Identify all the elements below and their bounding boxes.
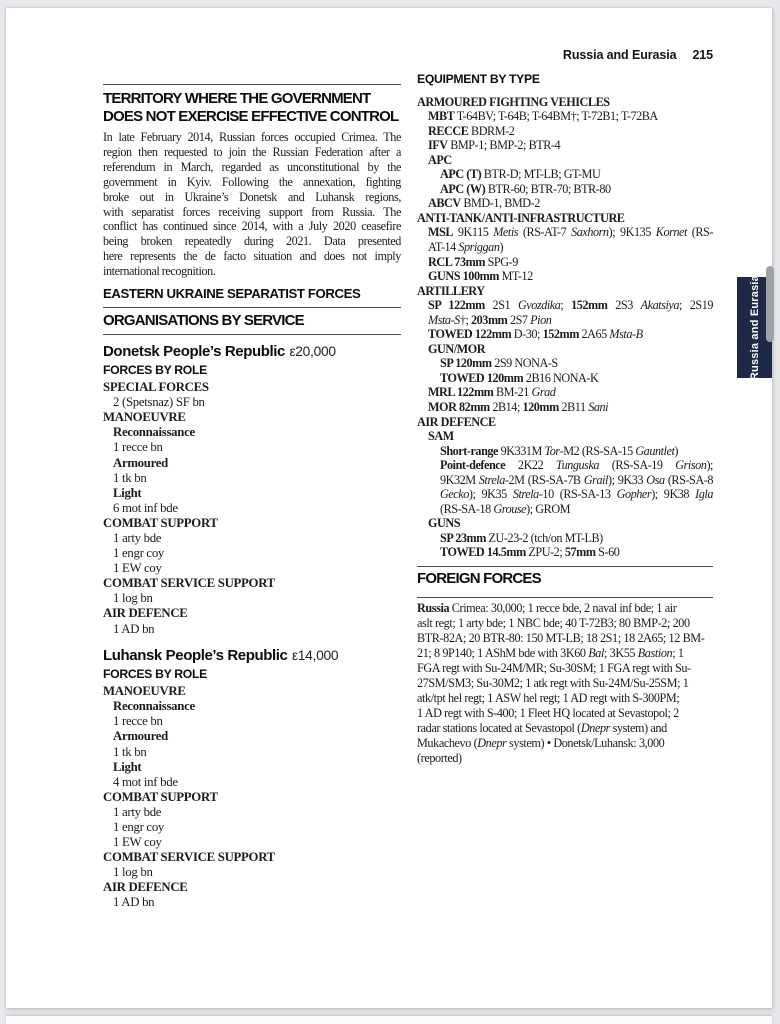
text-segment: 1 tk bn <box>113 470 147 485</box>
text-segment: SAM <box>428 429 454 444</box>
text-line <box>417 516 713 531</box>
foreign-forces-heading: FOREIGN FORCES <box>417 570 541 587</box>
text-segment: MOR 82mm <box>428 399 490 414</box>
text-segment: 2 (Spetsnaz) SF bn <box>113 395 205 410</box>
luhansk-section <box>103 647 401 911</box>
text-line <box>417 502 713 517</box>
text-segment: 152mm <box>542 327 579 342</box>
text-line <box>103 561 401 576</box>
text-line <box>103 591 401 606</box>
text-line <box>417 531 713 546</box>
text-line <box>417 269 713 284</box>
text-segment: APC (T) <box>440 167 482 182</box>
forces-by-role-list <box>103 684 401 910</box>
text-segment: Grouse <box>493 501 527 516</box>
next-page-edge <box>6 1016 772 1024</box>
text-line <box>417 691 713 706</box>
text-segment: atk/tpt hel regt; 1 ASW hel regt; 1 AD regt with S-300PM; <box>417 690 680 705</box>
text-segment: 1 recce bn <box>113 440 163 455</box>
text-segment: Reconnaissance <box>113 699 195 714</box>
text-line <box>417 284 713 299</box>
text-segment: Tor <box>544 443 560 458</box>
text-segment: 6 mot inf bde <box>113 500 178 515</box>
text-segment: Tunguska <box>555 458 600 473</box>
text-segment: ); 9K135 <box>608 225 656 240</box>
text-segment: BMP-1; BMP-2; BTR-4 <box>447 138 561 153</box>
text-line <box>103 108 401 126</box>
text-segment: ZU-23-2 (tch/on MT-LB) <box>485 530 603 545</box>
text-segment: APC (W) <box>440 181 486 196</box>
text-line <box>417 415 713 430</box>
text-segment: BTR-82A; 20 BTR-80: 150 MT-LB; 18 2S1; 18 2A65; 12 BM- <box>417 630 705 645</box>
text-line <box>417 109 713 124</box>
text-line <box>417 385 713 400</box>
text-segment: BM-21 <box>493 385 532 400</box>
text-segment: ; 3K55 <box>604 645 638 660</box>
text-line <box>417 327 713 342</box>
text-segment: Dnepr <box>477 735 507 750</box>
text-line <box>103 531 401 546</box>
organisations-heading-block <box>103 307 401 335</box>
text-segment: Osa <box>646 472 665 487</box>
text-line <box>103 395 401 410</box>
text-segment: TOWED 120mm <box>440 370 524 385</box>
text-segment: 1 arty bde <box>113 531 162 545</box>
text-segment: -M2 (RS-SA-15 <box>559 443 636 458</box>
text-segment: SP 23mm <box>440 530 486 545</box>
text-segment: GUNS <box>428 516 461 531</box>
text-segment: Mukachevo ( <box>417 735 478 750</box>
text-segment: Gopher <box>616 487 652 502</box>
text-segment: 1 recce bn <box>113 714 163 729</box>
text-segment: ; 2S19 <box>679 298 713 313</box>
text-segment: Russia <box>417 600 450 615</box>
text-segment: SPG-9 <box>485 254 518 269</box>
text-segment: being broken repeatedly during 2021. Data presented <box>103 234 401 249</box>
text-segment: 1 arty bde <box>113 804 162 819</box>
forces-by-role-label: FORCES BY ROLE <box>103 666 207 681</box>
text-segment: BTR-D; MT-LB; GT-MU <box>481 167 601 182</box>
text-segment: RCL 73mm <box>428 254 485 269</box>
text-line <box>417 487 713 502</box>
text-segment: ABCV <box>428 196 461 211</box>
text-line <box>103 820 401 835</box>
text-segment: MRL 122mm <box>428 385 494 400</box>
text-segment: ); <box>706 458 713 473</box>
text-segment: Armoured <box>113 455 168 470</box>
text-segment: -10 (RS-SA-13 <box>538 487 617 502</box>
text-segment: COMBAT SUPPORT <box>103 789 218 804</box>
text-segment: ); 9K33 <box>608 472 647 487</box>
text-line <box>103 264 401 279</box>
text-segment: Gecko <box>440 487 469 502</box>
text-line <box>417 444 713 459</box>
text-segment: Point-defence <box>440 458 506 473</box>
text-segment: (RS-AT-7 <box>518 225 572 240</box>
text-segment: BTR-60; BTR-70; BTR-80 <box>485 181 611 196</box>
text-segment: †; <box>459 312 472 327</box>
text-segment: Spriggan <box>458 239 500 254</box>
text-segment: FGA regt with Su-24M/MR; Su-30SM; 1 FGA regt with Su- <box>417 660 691 675</box>
text-line <box>103 699 401 714</box>
text-line <box>417 616 713 631</box>
chapter-edge-tab-label: Russia and Eurasia <box>748 274 761 381</box>
text-segment: 2S3 <box>607 298 641 313</box>
text-line <box>417 601 713 616</box>
text-segment: GUNS 100mm <box>428 269 499 284</box>
text-segment: COMBAT SERVICE SUPPORT <box>103 850 275 865</box>
text-segment: Pion <box>530 312 552 327</box>
text-line <box>103 865 401 880</box>
text-line <box>103 130 401 145</box>
text-segment: 1 tk bn <box>113 744 147 759</box>
text-segment: 57mm <box>564 545 596 560</box>
text-segment: ); 9K38 <box>651 487 696 502</box>
text-line <box>103 425 401 440</box>
text-line <box>417 356 713 371</box>
text-segment: region then requested to join the Russian Federation after a <box>103 144 401 159</box>
unit-title <box>103 343 401 361</box>
text-line <box>417 124 713 139</box>
text-line <box>417 240 713 255</box>
forces-by-role-label: FORCES BY ROLE <box>103 362 207 377</box>
text-segment: system) and <box>610 720 667 735</box>
text-segment: government in Kyiv. Following the annexation, fighting <box>103 174 401 189</box>
text-segment: BMD-1, BMD-2 <box>460 196 540 211</box>
text-segment: 1 log bn <box>113 591 153 606</box>
text-segment: COMBAT SERVICE SUPPORT <box>103 576 275 591</box>
organisations-heading: ORGANISATIONS BY SERVICE <box>103 312 304 330</box>
text-line <box>103 205 401 220</box>
text-segment: 1 engr coy <box>113 546 165 561</box>
forces-by-role-list <box>103 380 401 637</box>
text-line <box>103 145 401 160</box>
text-segment: radar stations located at Sevastopol ( <box>417 720 581 735</box>
text-line <box>103 745 401 760</box>
text-line <box>417 255 713 270</box>
text-segment: Crimea: 30,000; 1 recce bde, 2 naval inf bde; 1 air <box>449 600 677 615</box>
text-line <box>417 400 713 415</box>
text-segment: Strela <box>478 472 505 487</box>
text-segment: MBT <box>428 109 455 124</box>
text-segment: Gvozdika <box>517 298 561 313</box>
text-line <box>103 219 401 234</box>
text-segment: 2B14; <box>489 399 523 414</box>
text-segment: Grison <box>675 458 707 473</box>
text-segment: 1 AD regt with S-400; 1 Fleet HQ located at Sevastopol; 2 <box>417 705 679 720</box>
text-segment: 152mm <box>571 298 608 313</box>
text-segment: BDRM-2 <box>468 123 515 138</box>
text-segment: 1 log bn <box>113 865 153 880</box>
text-line <box>103 190 401 205</box>
text-line <box>417 661 713 676</box>
text-segment: ) <box>499 239 504 254</box>
text-segment: 9K32M <box>440 472 479 487</box>
running-head-section: Russia and Eurasia <box>562 48 677 62</box>
text-line <box>103 471 401 486</box>
text-segment: 1 AD bn <box>113 895 155 910</box>
unit-name: Luhansk People’s Republic <box>103 646 288 664</box>
text-line <box>103 714 401 729</box>
text-segment: 2S1 <box>484 298 518 313</box>
text-line <box>103 805 401 820</box>
text-line <box>417 473 713 488</box>
text-segment: 120mm <box>522 399 559 414</box>
left-column <box>103 8 401 911</box>
text-segment: 1 AD bn <box>113 621 155 636</box>
text-segment: 1 engr coy <box>113 820 165 834</box>
text-segment: Igla <box>695 487 713 502</box>
divider <box>417 597 713 598</box>
text-line <box>417 429 713 444</box>
text-line <box>103 790 401 805</box>
text-segment: 21; 8 9P140; 1 AShM bde with 3K60 <box>417 645 589 660</box>
text-segment: TOWED 122mm <box>428 327 512 342</box>
text-segment: AIR DEFENCE <box>103 606 188 621</box>
text-segment: Strela <box>512 487 539 502</box>
text-line <box>103 380 401 395</box>
text-line <box>417 458 713 473</box>
text-segment: Msta-B <box>609 327 643 342</box>
right-column <box>417 8 713 766</box>
territory-section <box>103 84 401 279</box>
text-line <box>103 410 401 425</box>
text-segment: ; <box>560 298 572 313</box>
text-segment: DOES NOT EXERCISE EFFECTIVE CONTROL <box>103 107 399 125</box>
text-segment: 1 EW coy <box>113 561 162 576</box>
text-line <box>417 545 713 560</box>
text-segment: AIR DEFENCE <box>417 414 496 429</box>
text-segment: ); 9K35 <box>468 487 513 502</box>
text-segment: here represents the de facto situation and does not imply <box>103 249 401 264</box>
text-line <box>417 95 713 110</box>
text-segment: ) <box>674 443 678 458</box>
text-segment: Sani <box>588 399 609 414</box>
text-segment: MANOEUVRE <box>103 684 186 699</box>
text-segment: with separatist forces receiving support from Russia. The <box>103 204 401 219</box>
text-segment: SP 120mm <box>440 356 492 371</box>
text-segment: ARMOURED FIGHTING VEHICLES <box>417 94 610 109</box>
text-segment: conflict has continued since 2014, with a July 2020 ceasefire <box>103 219 401 234</box>
text-segment: ; 1 <box>672 645 684 660</box>
text-segment: (RS- <box>686 225 713 240</box>
text-line <box>417 751 713 766</box>
text-segment: (RS-SA-19 <box>599 458 676 473</box>
text-line <box>103 175 401 190</box>
text-segment: Bastion <box>637 645 673 660</box>
text-line <box>417 298 713 313</box>
text-line <box>103 684 401 699</box>
text-line <box>103 622 401 637</box>
text-segment: Short-range <box>440 443 499 458</box>
text-segment: Grail <box>583 472 608 487</box>
text-line <box>417 196 713 211</box>
text-segment: Bal <box>588 645 604 660</box>
text-segment: Gauntlet <box>635 443 675 458</box>
divider <box>103 334 401 335</box>
text-segment: Grad <box>531 385 556 400</box>
unit-name: Donetsk People’s Republic <box>103 342 285 360</box>
text-segment: ); GROM <box>526 501 571 516</box>
text-segment: 2B11 <box>558 399 589 414</box>
donetsk-section <box>103 343 401 637</box>
text-segment: Saxhorn <box>571 225 609 240</box>
text-segment: 2S7 <box>507 312 531 327</box>
text-segment: Armoured <box>113 729 168 744</box>
text-segment: Msta-S <box>428 312 460 327</box>
text-segment: 27SM/SM3; Su-30M2; 1 atk regt with Su-24M/Su-25SM; 1 <box>417 675 689 690</box>
equipment-list <box>417 95 713 561</box>
text-line <box>103 880 401 895</box>
text-segment: D-30; <box>511 327 543 342</box>
territory-heading <box>103 85 401 125</box>
text-line <box>417 167 713 182</box>
text-segment: aslt regt; 1 arty bde; 1 NBC bde; 40 T-72B3; 80 BMP-2; 200 <box>417 615 690 630</box>
text-line <box>103 234 401 249</box>
text-line <box>417 225 713 240</box>
text-segment: MSL <box>428 225 454 240</box>
text-line <box>417 138 713 153</box>
text-line <box>417 721 713 736</box>
text-segment: MT-12 <box>499 269 533 284</box>
text-line <box>103 835 401 850</box>
text-line <box>103 850 401 865</box>
text-segment: AT-14 <box>428 239 459 254</box>
text-line <box>103 456 401 471</box>
text-segment: 2S9 NONA-S <box>491 356 558 371</box>
text-segment: T-64BV; T-64B; T-64BM†; T-72B1; T-72BA <box>454 109 658 124</box>
page-number: 215 <box>692 48 713 62</box>
text-segment: 203mm <box>471 312 508 327</box>
text-segment: ANTI-TANK/ANTI-INFRASTRUCTURE <box>417 210 625 225</box>
text-line <box>417 342 713 357</box>
text-segment: system) • Donetsk/Luhansk: 3,000 <box>506 735 665 750</box>
text-segment: Dnepr <box>580 720 610 735</box>
text-line <box>417 631 713 646</box>
text-line <box>103 729 401 744</box>
text-segment: GUN/MOR <box>428 341 486 356</box>
text-segment: 9K331M <box>498 443 545 458</box>
equipment-by-type-heading: EQUIPMENT BY TYPE <box>417 72 540 86</box>
text-segment: referendum in March, regarded as unconstitutional by the <box>103 159 401 174</box>
unit-strength: ε14,000 <box>291 647 339 663</box>
text-segment: 4 mot inf bde <box>113 774 178 789</box>
text-line <box>103 90 401 108</box>
unit-title <box>103 647 401 665</box>
text-segment: TERRITORY WHERE THE GOVERNMENT <box>103 90 371 107</box>
unit-strength: ε20,000 <box>289 343 336 359</box>
text-segment: COMBAT SUPPORT <box>103 515 218 530</box>
text-segment: Reconnaissance <box>113 425 195 440</box>
separatist-forces-heading: EASTERN UKRAINE SEPARATIST FORCES <box>103 286 361 302</box>
text-line <box>103 516 401 531</box>
text-line <box>103 576 401 591</box>
text-line <box>417 371 713 386</box>
text-segment: ARTILLERY <box>417 283 485 298</box>
text-segment: Light <box>113 759 142 774</box>
text-segment: IFV <box>428 138 448 153</box>
text-line <box>417 676 713 691</box>
text-segment: ZPU-2; <box>525 545 565 560</box>
text-line <box>417 706 713 721</box>
text-line <box>103 249 401 264</box>
text-segment: Kornet <box>655 225 687 240</box>
text-line <box>103 606 401 621</box>
text-line <box>417 182 713 197</box>
text-segment: Akatsiya <box>640 298 680 313</box>
page <box>6 8 772 1008</box>
text-segment: Light <box>113 485 142 500</box>
text-segment: In late February 2014, Russian forces occupied Crimea. The <box>103 130 401 144</box>
text-line <box>103 895 401 910</box>
text-segment: (reported) <box>417 750 462 765</box>
text-segment: -2M (RS-SA-7B <box>504 472 584 487</box>
text-line <box>103 160 401 175</box>
text-segment: international recognition. <box>103 264 216 279</box>
text-segment: RECCE <box>428 123 469 138</box>
text-line <box>417 211 713 226</box>
text-line <box>103 501 401 516</box>
text-segment: broke out in Ukraine’s Donetsk and Luhansk regions, <box>103 189 401 204</box>
text-segment: 9K115 <box>453 225 494 240</box>
text-line <box>103 775 401 790</box>
text-segment: 2B16 NONA-K <box>523 370 599 385</box>
text-line <box>417 313 713 328</box>
text-segment: MANOEUVRE <box>103 410 186 425</box>
text-line <box>103 486 401 501</box>
text-line <box>103 760 401 775</box>
text-segment: 2A65 <box>578 327 610 342</box>
text-segment: AIR DEFENCE <box>103 880 188 895</box>
text-line <box>417 736 713 751</box>
text-segment: 2K22 <box>505 458 556 473</box>
text-segment: APC <box>428 152 452 167</box>
text-line <box>417 646 713 661</box>
foreign-forces-block <box>417 566 713 766</box>
text-segment: TOWED 14.5mm <box>440 545 526 560</box>
text-segment: (RS-SA-8 <box>664 472 713 487</box>
text-segment: 1 EW coy <box>113 835 162 850</box>
text-segment: S-60 <box>595 545 620 560</box>
text-line <box>417 153 713 168</box>
text-segment: SPECIAL FORCES <box>103 380 209 395</box>
text-segment: (RS-SA-18 <box>440 501 494 516</box>
territory-paragraph <box>103 130 401 279</box>
text-segment: SP 122mm <box>428 298 485 313</box>
foreign-forces-paragraph <box>417 601 713 767</box>
text-line <box>103 440 401 455</box>
text-line <box>103 546 401 561</box>
scrollbar-thumb[interactable] <box>766 266 774 342</box>
text-segment: Metis <box>493 225 519 240</box>
